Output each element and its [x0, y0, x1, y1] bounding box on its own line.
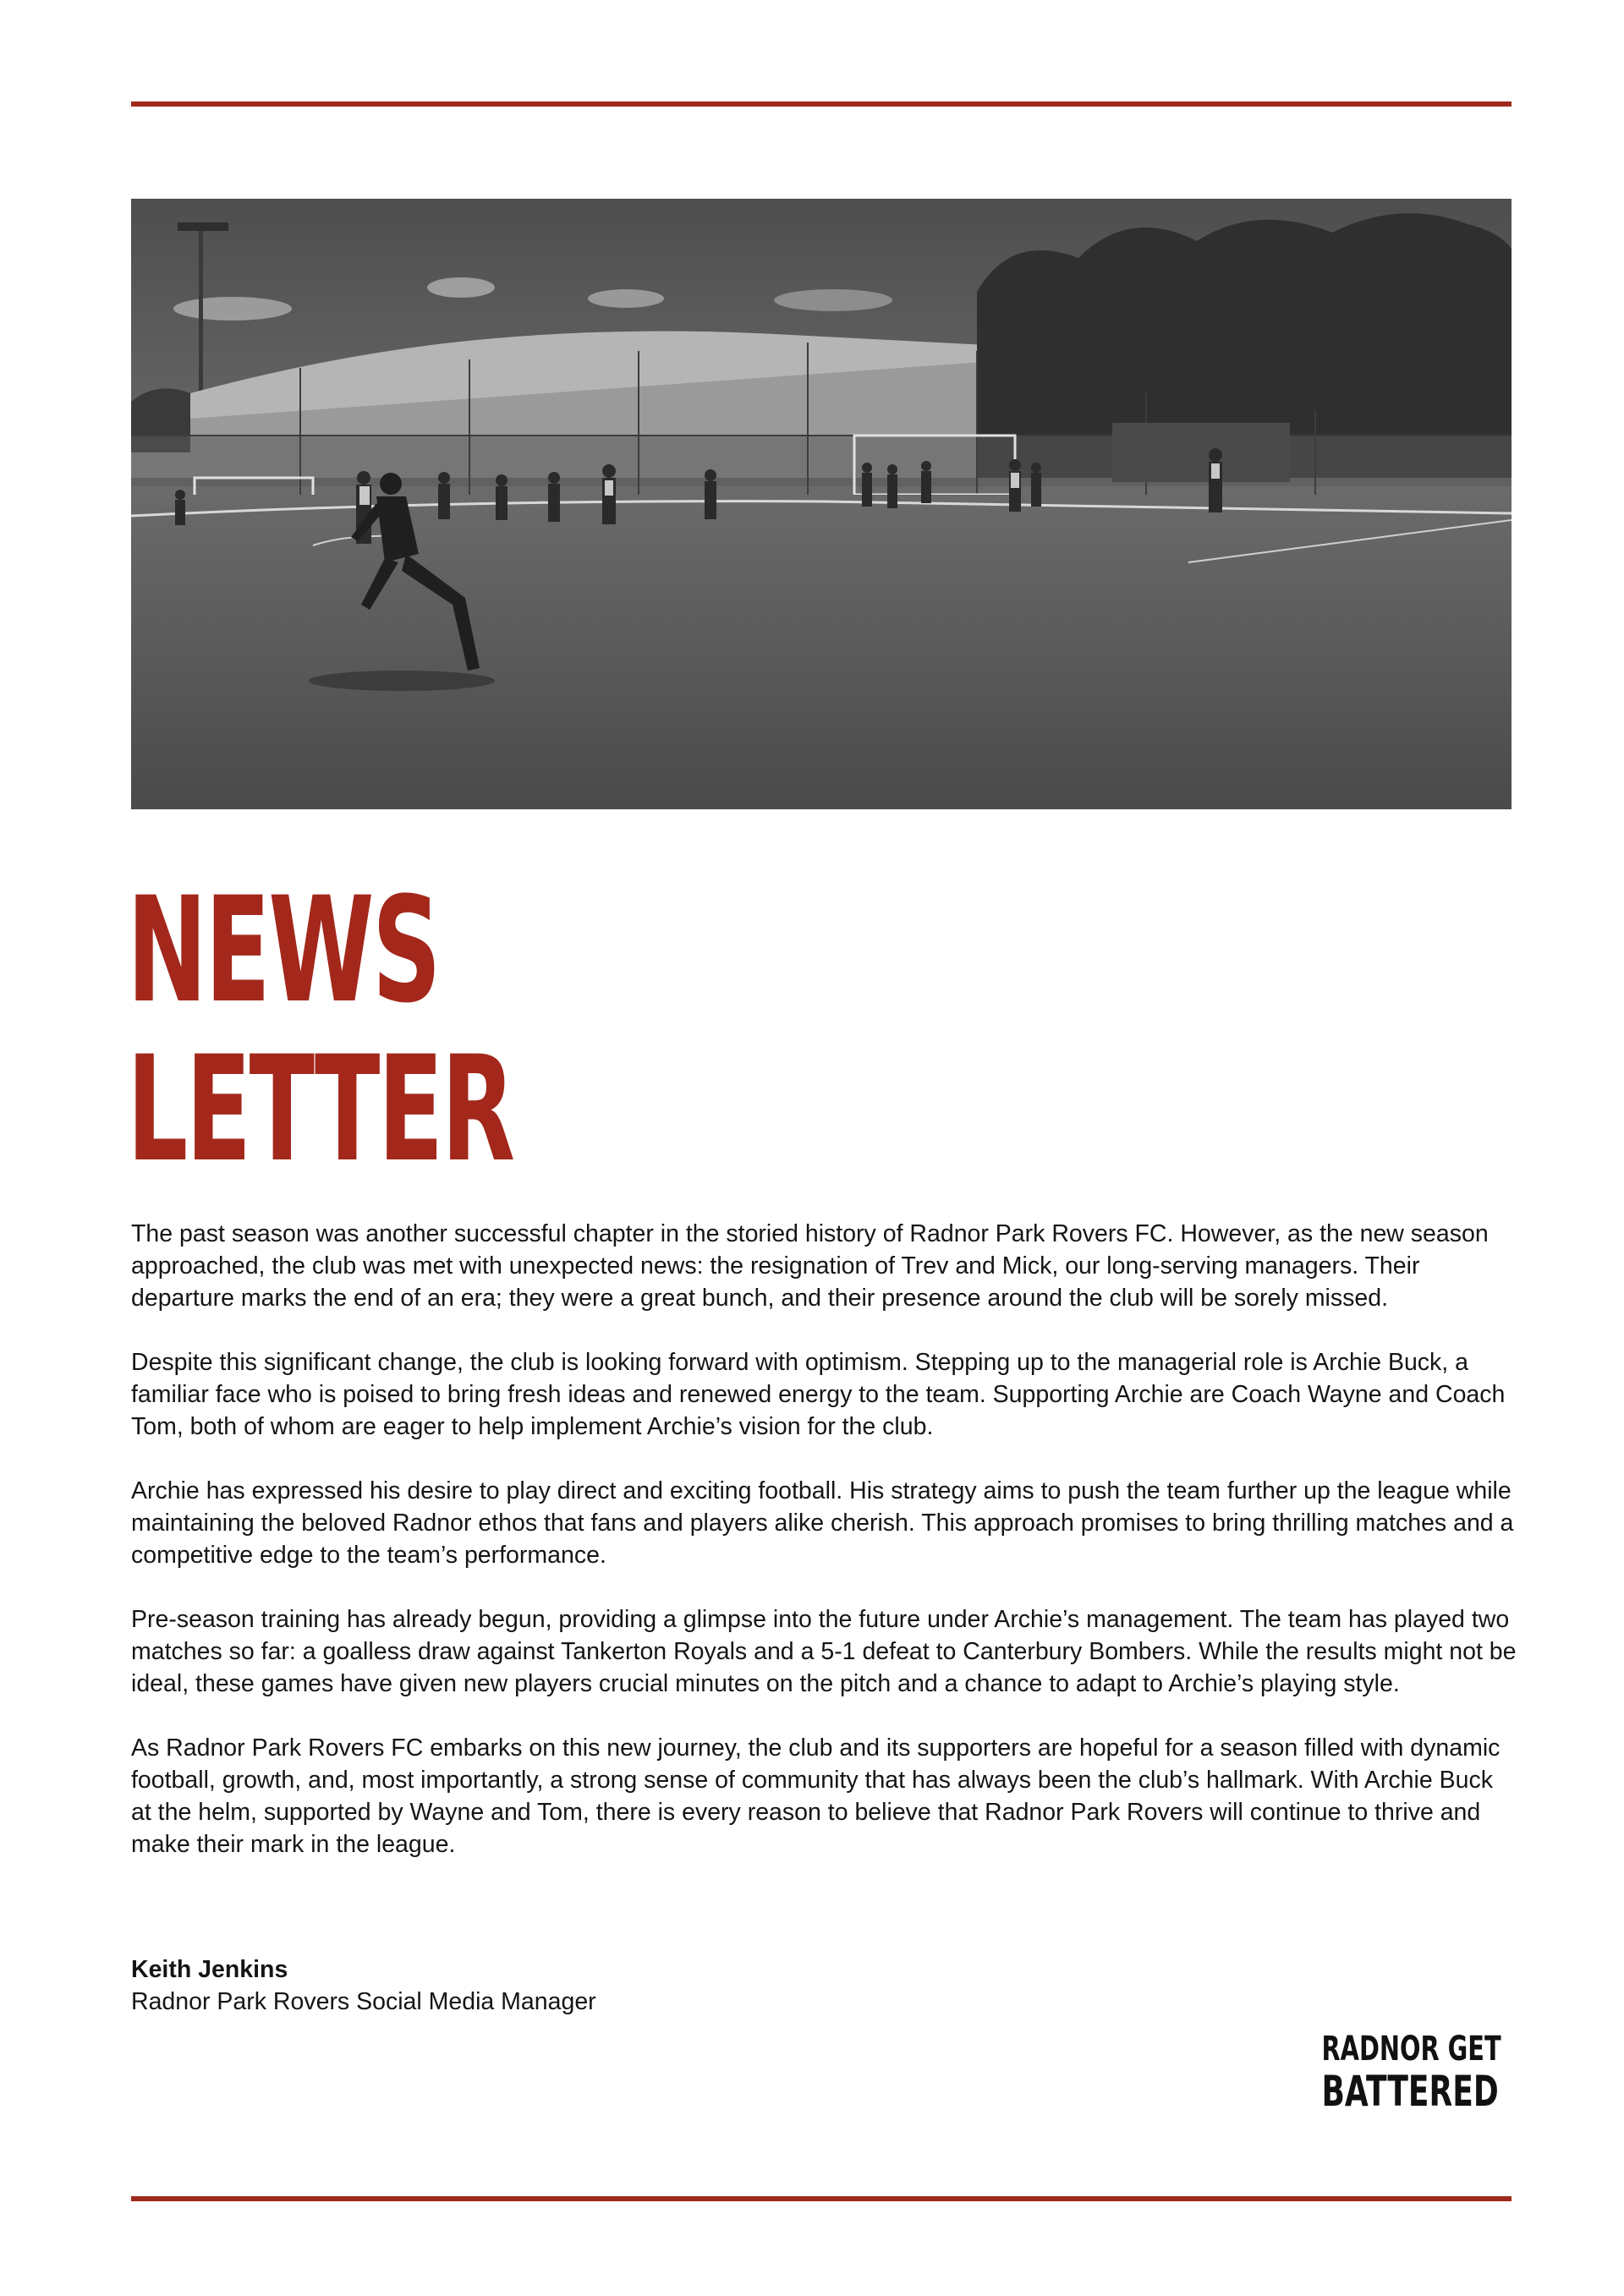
tagline-line-1: RADNOR GET [1321, 2030, 1501, 2069]
author-signature [131, 1954, 596, 2018]
article-paragraph: Archie has expressed his desire to play direct and exciting football. His strategy aims to push the team further up the league while maintaining the beloved Radnor ethos that fans and players alike cherish. This approach promises to bring thrilling matches and a competitive edge to the team’s performance. [131, 1477, 1514, 1569]
article-paragraph: The past season was another successful chapter in the storied history of Radnor Park Rovers FC. However, as the new season approached, the club was met with unexpected news: the resignation of Trev and Mick, our long-serving managers. Their departure marks the end of an era; they were a great bunch, and their presence around the club will be sorely missed. [131, 1220, 1489, 1312]
article-body [131, 1218, 1518, 1893]
title-line-1: NEWS [127, 865, 439, 1035]
football-training-photo-icon [131, 199, 1512, 809]
author-role: Radnor Park Rovers Social Media Manager [131, 1988, 596, 2015]
top-divider [131, 101, 1512, 107]
bottom-divider [131, 2196, 1512, 2201]
title-line-2: LETTER [127, 1024, 513, 1194]
club-tagline [1322, 2030, 1501, 2114]
article-paragraph: As Radnor Park Rovers FC embarks on this new journey, the club and its supporters are hopeful for a season filled with dynamic football, growth, and, most importantly, a strong sense of community that has always been the club’s hallmark. With Archie Buck at the helm, supported by Wayne and Tom, there is every reason to believe that Radnor Park Rovers will continue to thrive and make their mark in the league. [131, 1734, 1501, 1858]
hero-photo [131, 199, 1512, 809]
article-paragraph: Despite this significant change, the club is looking forward with optimism. Stepping up to the managerial role is Archie Buck, a familiar face who is poised to bring fresh ideas and renewed energy to the team. Supporting Archie are Coach Wayne and Coach Tom, both of whom are eager to help implement Archie’s vision for the club. [131, 1349, 1506, 1440]
article-paragraph: Pre-season training has already begun, providing a glimpse into the future under Archie’s management. The team has played two matches so far: a goalless draw against Tankerton Royals and a 5-1 defeat to Canterbury Bombers. While the results might not be ideal, these games have given new players crucial minutes on the pitch and a chance to adapt to Archie’s playing style. [131, 1606, 1517, 1697]
author-name: Keith Jenkins [131, 1956, 288, 1983]
tagline-line-2: BATTERED [1321, 2067, 1500, 2116]
newsletter-title [127, 865, 513, 1194]
